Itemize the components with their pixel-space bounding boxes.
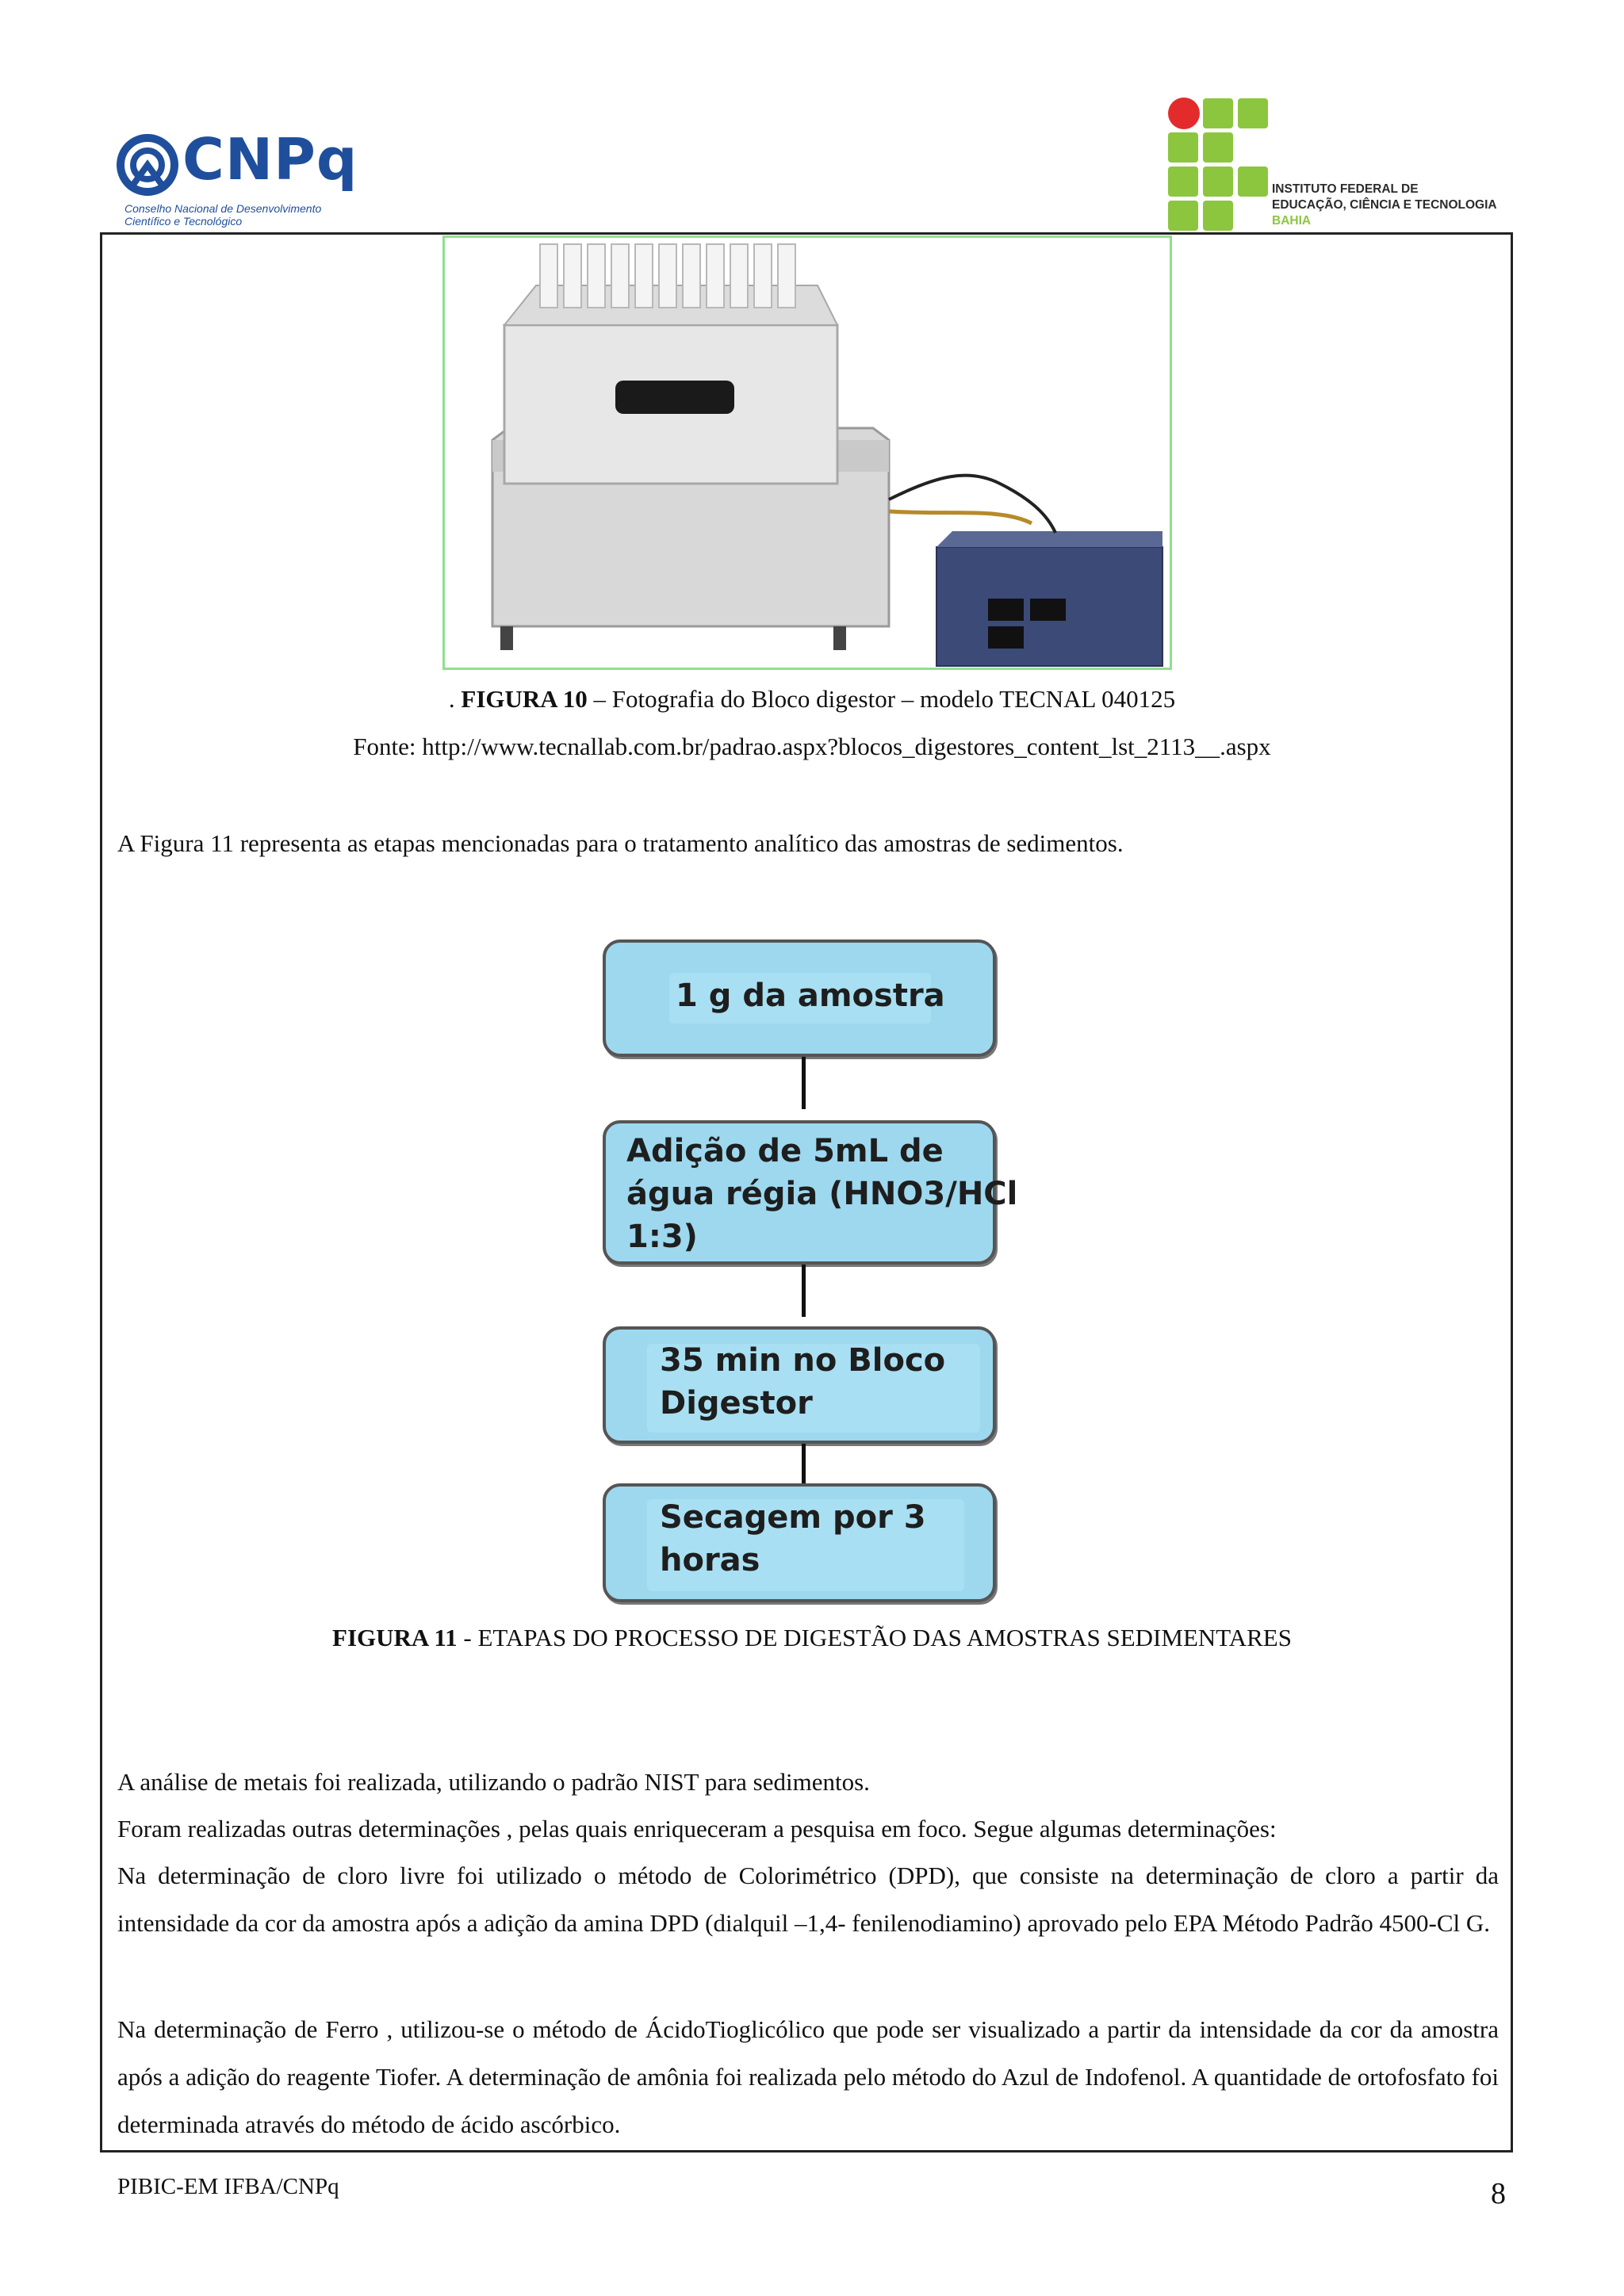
flow-step-3-line1: 35 min no Bloco xyxy=(660,1342,946,1379)
figure11-label: FIGURA 11 xyxy=(332,1624,458,1651)
flow-step-4-line1: Secagem por 3 xyxy=(660,1499,926,1536)
cnpq-subtitle-line2: Científico e Tecnológico xyxy=(124,215,243,228)
figure10-prefix: . xyxy=(448,685,462,713)
figure10-text: – Fotografia do Bloco digestor – modelo TECNAL 040125 xyxy=(587,685,1176,713)
cnpq-wordmark: CNPq xyxy=(182,126,358,193)
figure10-source: Fonte: http://www.tecnallab.com.br/padrao.aspx?blocos_digestores_content_lst_2113__.aspx xyxy=(353,733,1271,760)
ifba-line1: INSTITUTO FEDERAL DE xyxy=(1272,182,1419,196)
flow-step-4-line2: horas xyxy=(660,1542,760,1578)
figure10-label: FIGURA 10 xyxy=(461,685,588,713)
digestor-block-image xyxy=(445,238,1170,668)
footer-program: PIBIC-EM IFBA/CNPq xyxy=(117,2174,339,2199)
flow-step-2-line2: água régia (HNO3/HCl xyxy=(626,1176,1018,1212)
paragraph-3: Na determinação de cloro livre foi utilizado o método de Colorimétrico (DPD), que consiste na determinação de cloro a partir da intensidade da cor da amostra após a adição da amina DPD (dialquil –1,4- fenilenodiamino) aprovado pelo EPA Método Padrão 4500-Cl G. xyxy=(117,1862,1499,1937)
flow-step-1 xyxy=(603,939,996,1057)
ifba-emblem-icon xyxy=(1167,97,1270,232)
ifba-text xyxy=(1272,182,1497,229)
flowchart xyxy=(603,939,1018,1605)
paragraph-2: Foram realizadas outras determinações , pelas quais enriqueceram a pesquisa em foco. Segue algumas determinações: xyxy=(117,1815,1277,1843)
cnpq-logo xyxy=(115,126,361,234)
flow-step-3-line2: Digestor xyxy=(660,1385,813,1422)
flow-step-2-line1: Adição de 5mL de xyxy=(626,1133,944,1169)
flow-step-1-text: 1 g da amostra xyxy=(676,978,945,1014)
figure11-text: - ETAPAS DO PROCESSO DE DIGESTÃO DAS AMOSTRAS SEDIMENTARES xyxy=(457,1624,1292,1651)
cnpq-emblem-icon xyxy=(115,132,180,197)
flow-connector-1 xyxy=(802,1057,806,1109)
page-number: 8 xyxy=(1491,2177,1506,2210)
ifba-logo xyxy=(1167,97,1516,232)
flow-step-4 xyxy=(603,1483,996,1602)
ifba-line2: EDUCAÇÃO, CIÊNCIA E TECNOLOGIA xyxy=(1272,198,1497,212)
cnpq-subtitle-line1: Conselho Nacional de Desenvolvimento xyxy=(124,202,322,215)
flow-connector-3 xyxy=(802,1444,806,1483)
figure10-caption xyxy=(0,685,1624,714)
flow-connector-2 xyxy=(802,1265,806,1317)
digestor-photo xyxy=(442,235,1172,670)
paragraph-4: Na determinação de Ferro , utilizou-se o método de ÁcidoTioglicólico que pode ser visualizado a partir da intensidade da cor da amostra após a adição do reagente Tiofer. A determinação de amônia foi realizada pelo método do Azul de Indofenol. A quantidade de ortofosfato foi determinada através do método de ácido ascórbico. xyxy=(117,2015,1499,2138)
intro-paragraph: A Figura 11 representa as etapas mencionadas para o tratamento analítico das amostras de sedimentos. xyxy=(117,829,1124,857)
ifba-line3: BAHIA xyxy=(1272,214,1312,228)
paragraph-1: A análise de metais foi realizada, utilizando o padrão NIST para sedimentos. xyxy=(117,1768,870,1796)
flow-step-2-line3: 1:3) xyxy=(626,1219,698,1255)
flow-step-2 xyxy=(603,1120,1018,1265)
cnpq-subtitle xyxy=(124,202,321,228)
flow-step-3 xyxy=(603,1326,996,1444)
figure11-caption xyxy=(0,1624,1624,1652)
